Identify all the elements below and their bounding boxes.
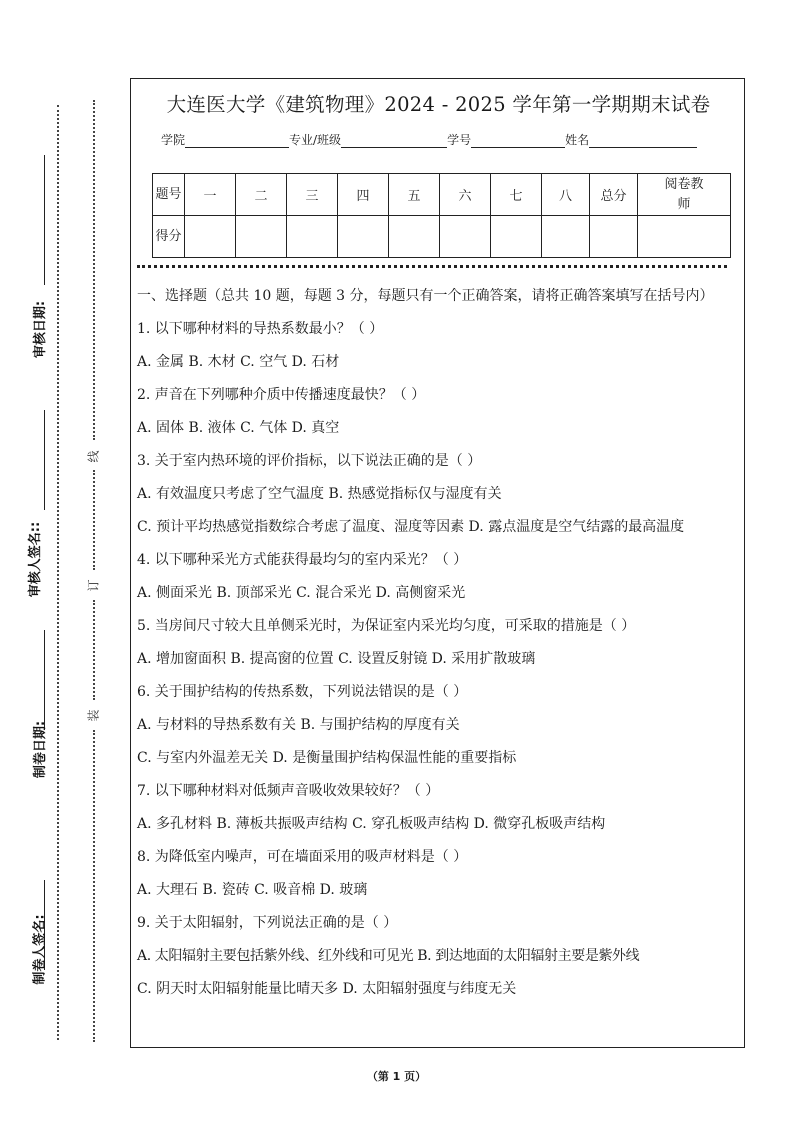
bind-xian-label: 线 [86, 450, 101, 463]
score-cell-total[interactable] [590, 216, 638, 258]
q2-stem: 2. 声音在下列哪种介质中传播速度最快？（ ） [137, 387, 426, 403]
page-footer: （第 1 页） [366, 1070, 427, 1083]
name-label: 姓名 [565, 133, 590, 147]
q6-options-cd: C. 与室内外温差无关 D. 是衡量围护结构保温性能的重要指标 [137, 750, 517, 766]
q8-options: A. 大理石 B. 瓷砖 C. 吸音棉 D. 玻璃 [137, 882, 368, 898]
score-cell-grader[interactable] [638, 216, 731, 258]
make-date-line [44, 630, 45, 730]
score-cell-5[interactable] [389, 216, 440, 258]
column-5: 五 [389, 174, 440, 216]
q9-options-ab: A. 太阳辐射主要包括紫外线、红外线和可见光 B. 到达地面的太阳辐射主要是紫外线 [137, 948, 640, 964]
q4-stem: 4. 以下哪种采光方式能获得最均匀的室内采光？（ ） [137, 552, 468, 568]
section-heading: 一、选择题（总共 10 题，每题 3 分，每题只有一个正确答案，请将正确答案填写在括号内） [137, 288, 714, 304]
reviewer-sign-line [44, 410, 45, 510]
score-table-header-row [153, 174, 731, 216]
score-cell-1[interactable] [185, 216, 236, 258]
student-info-row [161, 131, 697, 148]
score-table-score-row [153, 216, 731, 258]
q4-options: A. 侧面采光 B. 顶部采光 C. 混合采光 D. 高侧窗采光 [137, 585, 466, 601]
q8-stem: 8. 为降低室内噪声，可在墙面采用的吸声材料是（ ） [137, 849, 468, 865]
question-content [137, 285, 742, 1011]
column-total: 总分 [590, 174, 638, 216]
major-label: 专业/班级 [289, 133, 342, 147]
column-grader: 阅卷教师 [638, 174, 731, 216]
reviewer-sign-label: 审核人签名:: [28, 521, 44, 598]
dotted-separator [137, 265, 727, 268]
q5-options: A. 增加窗面积 B. 提高窗的位置 C. 设置反射镜 D. 采用扩散玻璃 [137, 651, 536, 667]
name-field[interactable] [589, 135, 697, 148]
q1-options: A. 金属 B. 木材 C. 空气 D. 石材 [137, 354, 340, 370]
binding-dotted-line-bottom [93, 730, 95, 1042]
q6-stem: 6. 关于围护结构的传热系数，下列说法错误的是（ ） [137, 684, 468, 700]
column-3: 三 [287, 174, 338, 216]
exam-frame [130, 78, 745, 1048]
college-label: 学院 [161, 133, 186, 147]
q1-stem: 1. 以下哪种材料的导热系数最小？（ ） [137, 321, 384, 337]
q2-options: A. 固体 B. 液体 C. 气体 D. 真空 [137, 420, 340, 436]
score-cell-2[interactable] [236, 216, 287, 258]
column-2: 二 [236, 174, 287, 216]
score-cell-6[interactable] [440, 216, 491, 258]
q5-stem: 5. 当房间尺寸较大且单侧采光时，为保证室内采光均匀度，可采取的措施是（ ） [137, 618, 636, 634]
college-field[interactable] [185, 135, 289, 148]
q7-stem: 7. 以下哪种材料对低频声音吸收效果较好？（ ） [137, 783, 440, 799]
column-8: 八 [542, 174, 590, 216]
review-date-label: 审核日期: [33, 300, 49, 359]
maker-sign-label: 制卷人签名: [32, 914, 48, 985]
column-6: 六 [440, 174, 491, 216]
q7-options: A. 多孔材料 B. 薄板共振吸声结构 C. 穿孔板吸声结构 D. 微穿孔板吸声结构 [137, 816, 606, 832]
q9-stem: 9. 关于太阳辐射，下列说法正确的是（ ） [137, 915, 398, 931]
review-date-line [44, 155, 45, 285]
make-date-label: 制卷日期: [33, 720, 49, 779]
binding-dotted-line-lower [93, 600, 95, 700]
row-label-question-number: 题号 [153, 174, 185, 216]
score-cell-4[interactable] [338, 216, 389, 258]
column-7: 七 [491, 174, 542, 216]
q6-options-ab: A. 与材料的导热系数有关 B. 与围护结构的厚度有关 [137, 717, 460, 733]
score-cell-3[interactable] [287, 216, 338, 258]
binding-dotted-line-top [93, 100, 95, 440]
column-4: 四 [338, 174, 389, 216]
student-id-field[interactable] [471, 135, 565, 148]
score-cell-8[interactable] [542, 216, 590, 258]
bind-zhuang-label: 装 [86, 709, 101, 722]
column-1: 一 [185, 174, 236, 216]
row-label-score: 得分 [153, 216, 185, 258]
bind-ding-label: 订 [86, 579, 101, 592]
major-field[interactable] [341, 135, 447, 148]
q9-options-cd: C. 阴天时太阳辐射能量比晴天多 D. 太阳辐射强度与纬度无关 [137, 981, 517, 997]
exam-title: 大连医大学《建筑物理》2024 - 2025 学年第一学期期末试卷 [166, 93, 711, 116]
left-dotted-line [57, 105, 59, 1040]
q3-stem: 3. 关于室内热环境的评价指标，以下说法正确的是（ ） [137, 453, 482, 469]
q3-options-cd: C. 预计平均热感觉指数综合考虑了温度、湿度等因素 D. 露点温度是空气结露的最高温度 [137, 519, 685, 535]
score-table [152, 173, 731, 258]
student-id-label: 学号 [447, 133, 472, 147]
score-cell-7[interactable] [491, 216, 542, 258]
binding-dotted-line-mid [93, 470, 95, 570]
q3-options-ab: A. 有效温度只考虑了空气温度 B. 热感觉指标仅与湿度有关 [137, 486, 502, 502]
